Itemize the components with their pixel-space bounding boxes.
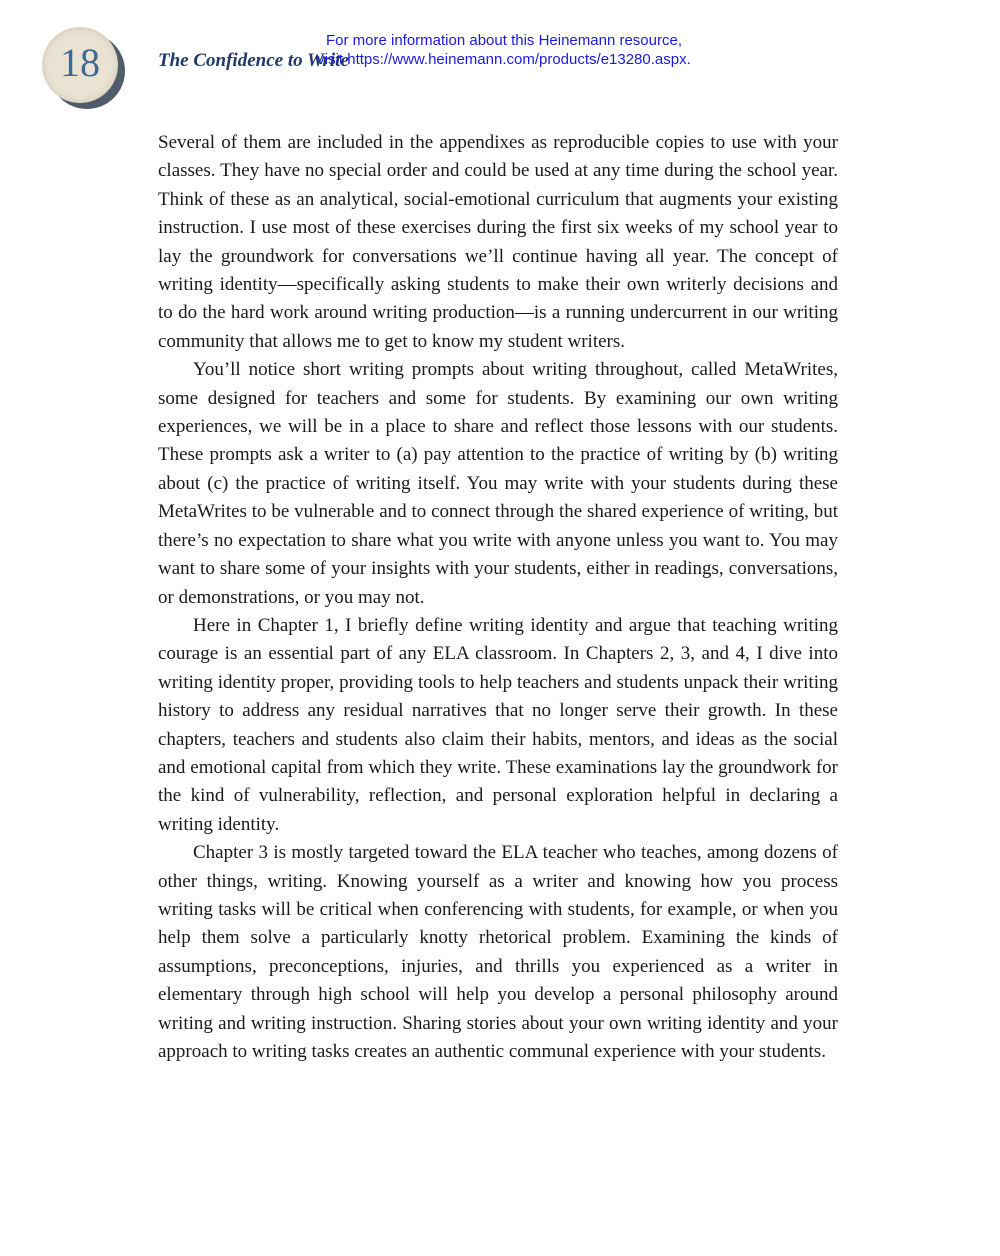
page-number: 18 (60, 40, 100, 85)
running-title: The Confidence to Write (158, 50, 349, 71)
resource-notice-url[interactable]: visit https://www.heinemann.com/products/e13280.aspx. (317, 50, 691, 68)
paragraph-4: Chapter 3 is mostly targeted toward the ELA teacher who teaches, among dozens of other things, writing. Knowing yourself as a writer and knowing how you process writing tasks will be critical when conferencing with students, for example, or when you help them solve a particularly knotty rhetorical problem. Examining the kinds of assumptions, preconceptions, injuries, and thrills you experienced as a writer in elementary through high school will help you develop a personal philosophy around writing and writing instruction. Sharing stories about your own writing identity and your approach to writing tasks creates an authentic communal experience with your students. (158, 842, 838, 1062)
body-text-block (158, 129, 838, 1066)
page-number-circle (42, 27, 120, 105)
paragraph-2: You’ll notice short writing prompts about writing throughout, called MetaWrites, some designed for teachers and some for students. By examining our own writing experiences, we will be in a place to share and reflect those lessons with our students. These prompts ask a writer to (a) pay attention to the practice of writing by (b) writing about (c) the practice of writing itself. You may write with your students during these MetaWrites to be vulnerable and to connect through the shared experience of writing, but there’s no expectation to share what you write with anyone unless you want to. You may want to share some of your insights with your students, either in readings, conversations, or demonstrations, or you may not. (158, 359, 838, 608)
paragraph-3: Here in Chapter 1, I briefly define writing identity and argue that teaching writing courage is an essential part of any ELA classroom. In Chapters 2, 3, and 4, I dive into writing identity proper, providing tools to help teachers and students unpack their writing history to address any residual narratives that no longer serve their growth. In these chapters, teachers and students also claim their habits, mentors, and ideas as the social and emotional capital from which they write. These examinations lay the groundwork for the kind of vulnerability, reflection, and personal exploration helpful in declaring a writing identity. (158, 614, 838, 835)
page-number-circle-face (42, 27, 118, 103)
resource-notice (312, 32, 696, 69)
paragraph-1: Several of them are included in the appendixes as reproducible copies to use with your classes. They have no special order and could be used at any time during the school year. Think of these as an analytical, social-emotional curriculum that augments your existing instruction. I use most of these exercises during the first six weeks of my school year to lay the groundwork for conversations we’ll continue having all year. The concept of writing identity—specifically asking students to make their own writerly decisions and to do the hard work around writing production—is a running undercurrent in our writing community that allows me to get to know my student writers. (158, 132, 838, 352)
resource-notice-line1: For more information about this Heinemann resource, (325, 32, 682, 49)
